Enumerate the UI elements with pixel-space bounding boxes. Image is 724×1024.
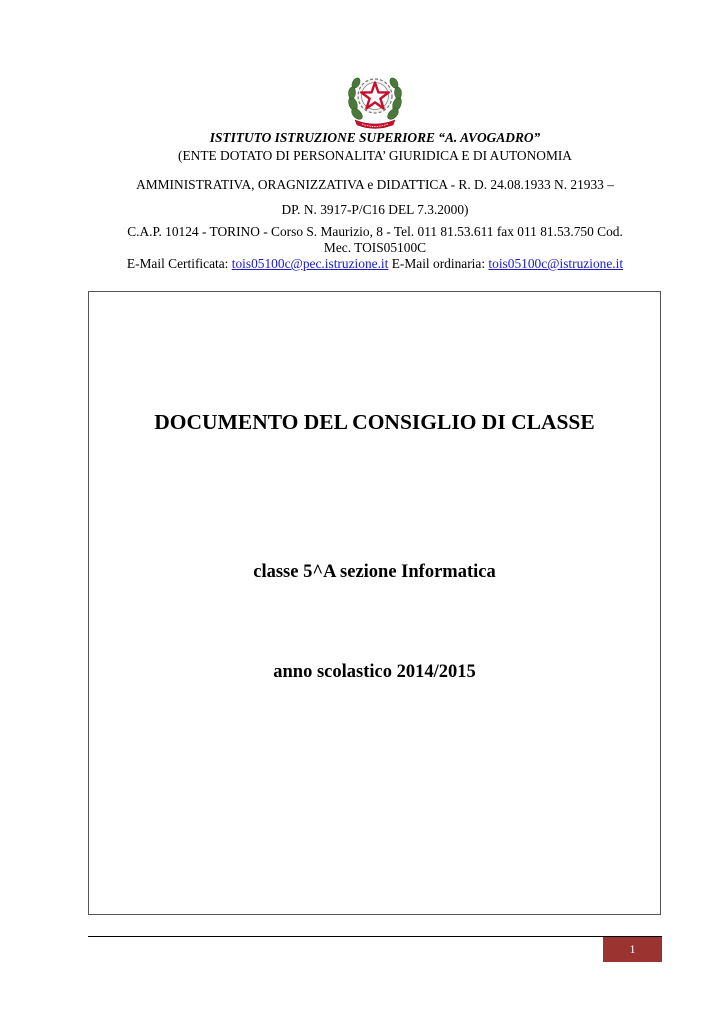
entity-description-line-1: (ENTE DOTATO DI PERSONALITA’ GIURIDICA E DI AUTONOMIA xyxy=(178,148,572,163)
ordinary-email-link[interactable]: tois05100c@istruzione.it xyxy=(488,256,624,271)
page-number: 1 xyxy=(603,937,662,962)
document-cover-box xyxy=(88,291,661,915)
school-name: ISTITUTO ISTRUZIONE SUPERIORE “A. AVOGADRO” xyxy=(209,130,541,145)
document-title: DOCUMENTO DEL CONSIGLIO DI CLASSE xyxy=(154,410,595,434)
class-section-title: classe 5^A sezione Informatica xyxy=(253,562,496,582)
entity-description-line-2: AMMINISTRATIVA, ORAGNIZZATIVA e DIDATTICA - R. D. 24.08.1933 N. 21933 – xyxy=(136,177,614,192)
address-line-1: C.A.P. 10124 - TORINO - Corso S. Maurizio, 8 - Tel. 011 81.53.611 fax 011 81.53.750 Cod. xyxy=(127,224,623,239)
italian-republic-emblem-icon xyxy=(345,68,405,130)
footer-divider xyxy=(88,936,662,937)
email-contacts xyxy=(88,256,662,272)
certified-email-label: E-Mail Certificata: xyxy=(126,256,232,271)
certified-email-link[interactable]: tois05100c@pec.istruzione.it xyxy=(231,256,389,271)
ordinary-email-label: E-Mail ordinaria: xyxy=(388,256,489,271)
address-line-2: Mec. TOIS05100C xyxy=(323,240,427,255)
entity-description-line-3: DP. N. 3917-P/C16 DEL 7.3.2000) xyxy=(281,202,469,217)
school-year-title: anno scolastico 2014/2015 xyxy=(273,662,476,682)
